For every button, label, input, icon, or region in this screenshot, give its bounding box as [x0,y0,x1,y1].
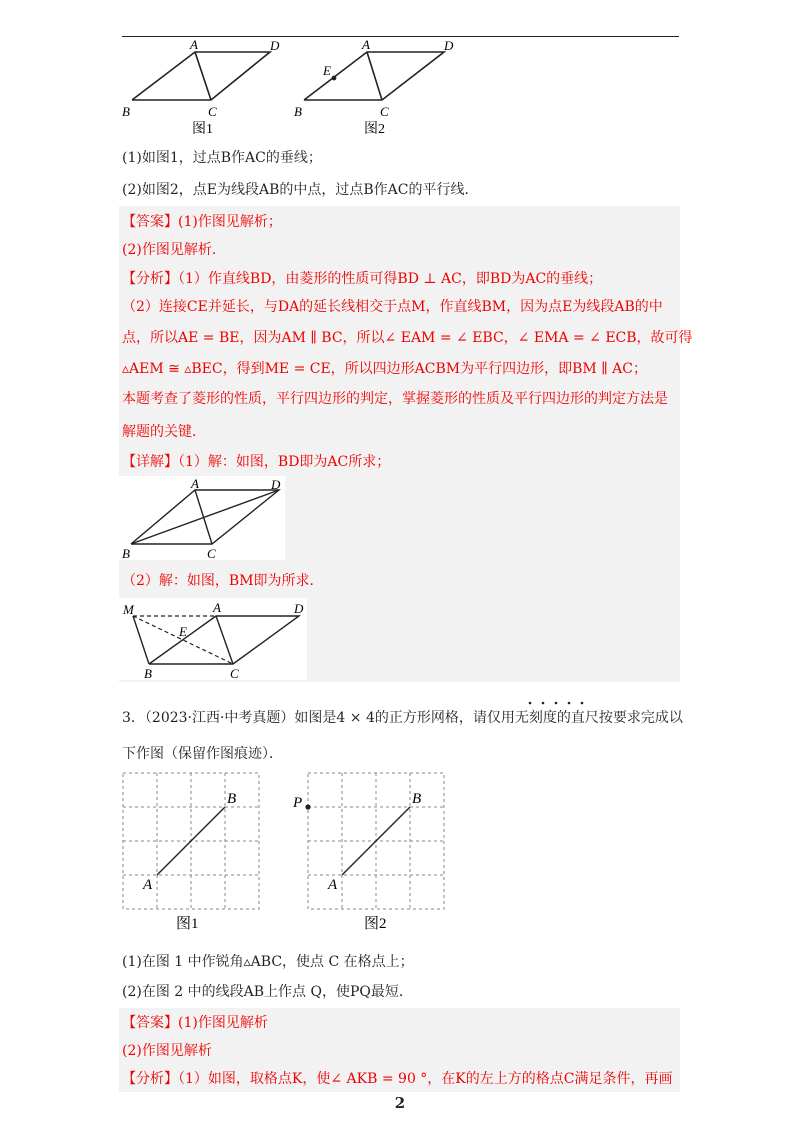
detail-fig1-label-a: A [191,476,199,491]
fig2-label-d: D [444,38,454,53]
q3-stem2: 下作图（保留作图痕迹）． [122,746,283,762]
fig2-label-e: E [323,63,331,78]
detail-fig2 [119,598,311,682]
detail-fig1-label-c: C [207,546,216,561]
q3-answer1: 【答案】(1)作图见解析 [122,1015,268,1031]
detail-fig1-label-d: D [271,477,281,492]
detail-fig1-label-b: B [122,546,130,561]
page-number: 2 [394,1094,406,1112]
fig1-diagonal-ac [195,52,211,100]
rhombus-figures [118,38,478,138]
grid1-label-a: A [143,877,153,893]
q2-analysis2: （2）连接CE并延长，与DA的延长线相交于点M，作直线BM，因为点E为线段AB的中 [122,299,663,315]
fig2-label-c: C [380,104,389,119]
detail-fig2-label-a: A [213,600,221,615]
detail-fig2-label-b: B [144,666,152,681]
fig2-label-b: B [294,104,302,119]
grid2-point-p [305,804,310,809]
detail-fig2-label-c: C [230,666,239,681]
fig2-point-e [332,76,337,81]
q3-answer2: (2)作图见解析 [122,1043,212,1059]
q3-analysis1: 【分析】（1）如图，取格点K，使∠ AKB = 90 °，在K的左上方的格点C满足条件，再画 [122,1071,673,1087]
fig1-label-c: C [208,104,217,119]
fig1-label-a: A [190,38,198,52]
q2-part2: (2)如图2，点E为线段AB的中点，过点B作AC的平行线． [122,182,479,198]
detail-fig2-label-d: D [294,601,304,616]
fig1-label-b: B [122,104,130,119]
grid2-label-a: A [328,877,338,893]
q2-answer1: 【答案】(1)作图见解析； [122,214,282,230]
fig2-caption: 图2 [364,122,385,137]
fig1-rhombus [132,52,270,100]
q3-stem1: 3．（2023·江西·中考真题）如图是4 × 4的正方形网格，请仅用无刻度的直尺按要求完成以 [122,710,683,726]
grid-figures [110,765,460,935]
q2-analysis4: ▵AEM ≅ ▵BEC，得到ME = CE，所以四边形ACBM为平行四边形，即BM ∥ AC； [122,361,647,377]
q2-part1: (1)如图1，过点B作AC的垂线； [122,150,322,166]
grid2-label-b: B [412,791,422,807]
q3-part1: (1)在图 1 中作锐角▵ABC，使点 C 在格点上； [122,954,414,970]
q2-analysis5: 本题考查了菱形的性质，平行四边形的判定，掌握菱形的性质及平行四边形的判定方法是 [122,391,668,407]
q2-analysis3: 点，所以AE = BE，因为AM ∥ BC，所以∠ EAM = ∠ EBC，∠ EMA = ∠ ECB，故可得 [122,330,693,346]
top-rule [122,36,679,37]
emphasis-dots [526,699,596,707]
q2-detail2: （2）解：如图，BM即为所求． [122,573,324,589]
q2-analysis1: 【分析】（1）作直线BD，由菱形的性质可得BD ⊥ AC，即BD为AC的垂线； [122,271,603,287]
fig1-caption: 图1 [192,122,213,137]
fig2-label-a: A [362,38,370,52]
q3-part2: (2)在图 2 中的线段AB上作点 Q，使PQ最短． [122,984,413,1000]
grid1-caption: 图1 [176,916,199,932]
grid2-caption: 图2 [364,916,387,932]
detail-fig1 [119,476,289,564]
q2-detail1: 【详解】（1）解：如图，BD即为AC所求； [122,454,391,470]
fig2-diagonal-ac [367,52,382,100]
grid2-label-p: P [293,795,303,811]
grid1-label-b: B [227,791,237,807]
q2-analysis6: 解题的关键． [122,424,206,440]
fig1-label-d: D [270,38,280,53]
detail-fig2-label-e: E [179,624,187,639]
detail-fig2-label-m: M [123,602,134,617]
q2-answer2: (2)作图见解析． [122,242,226,258]
